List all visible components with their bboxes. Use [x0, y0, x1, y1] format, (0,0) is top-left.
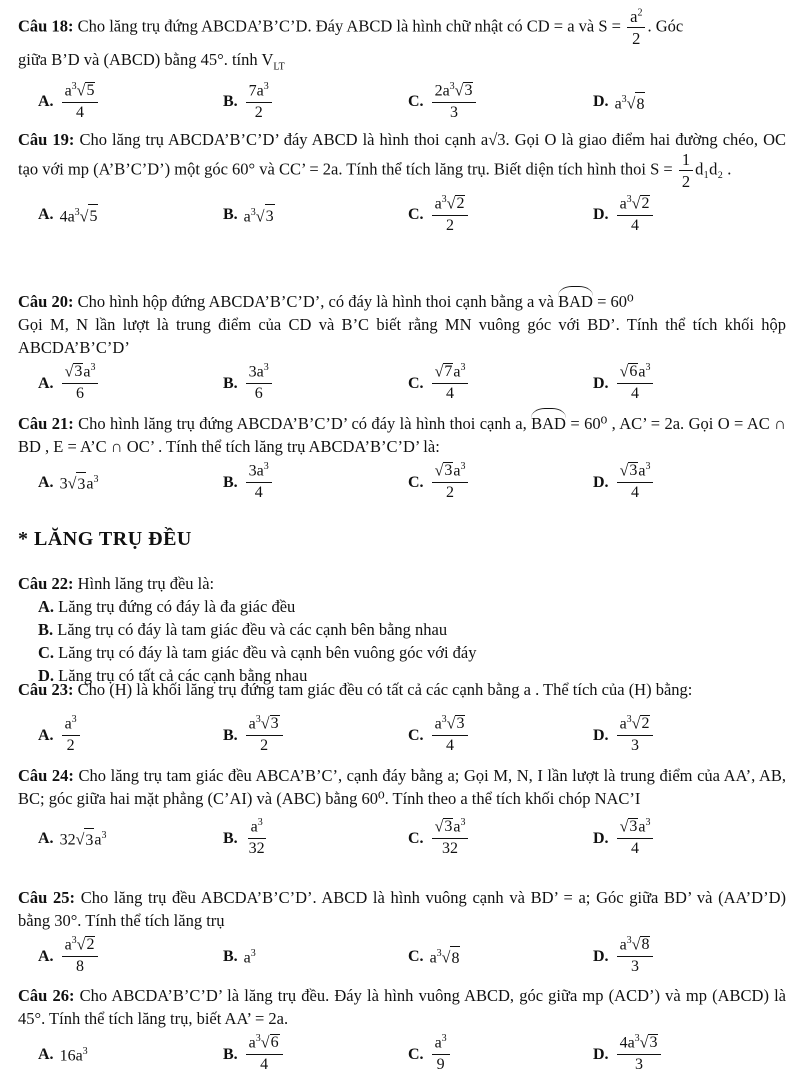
answer-b[interactable]: B. $\frac{7a^3}{2}$	[223, 78, 274, 126]
question-22	[18, 572, 786, 687]
answer-d[interactable]: D. $\frac{4a^3√3}{3}$	[593, 1030, 663, 1078]
question-26	[18, 984, 786, 1078]
answer-b[interactable]: B. $\frac{3a^3}{6}$	[223, 359, 274, 407]
answer-b[interactable]: B. $\frac{a^3√3}{2}$	[223, 711, 285, 759]
answer-a[interactable]: A. $3√3a^3$	[38, 458, 98, 506]
answer-row	[18, 711, 786, 759]
question-text: Câu 22: Hình lăng trụ đều là:	[18, 574, 215, 593]
question-24	[18, 764, 786, 862]
answer-row	[18, 191, 786, 239]
answer-b[interactable]: B. $a^3√3$	[223, 191, 275, 239]
answer-a[interactable]: A. $\frac{a^3√5}{4}$	[38, 78, 100, 126]
answer-b[interactable]: B. $\frac{3a^3}{4}$	[223, 458, 274, 506]
answer-d[interactable]: D. $\frac{√6a^3}{4}$	[593, 359, 655, 407]
answer-d[interactable]: D. $\frac{a^3√2}{4}$	[593, 191, 655, 239]
question-text: Câu 23: Cho (H) là khối lăng trụ đứng tam giác đều có tất cả các cạnh bằng a . Thể tích của (H) bằng:	[18, 680, 693, 699]
answer-row	[18, 78, 786, 126]
answer-c[interactable]: C. $a^3√8$	[408, 932, 460, 980]
answer-a[interactable]: A. $4a^3√5$	[38, 191, 98, 239]
answer-row	[18, 458, 786, 506]
answer-row	[18, 1030, 786, 1078]
answer-c[interactable]: C. $\frac{2a^3√3}{3}$	[408, 78, 478, 126]
question-text: Câu 21: Cho hình lăng trụ đứng ABCDA’B’C’D’ có đáy là hình thoi cạnh a, BAD = 60⁰ , AC’ = 2a. Gọi O = AC ∩ BD , E = A’C ∩ OC’ . Tính thể tích lăng trụ ABCDA’B’C’D’ là:	[18, 408, 786, 458]
question-text: Câu 26: Cho ABCDA’B’C’D’ là lăng trụ đều. Đáy là hình vuông ABCD, góc giữa mp (ACD’) và mp (ABCD) là 45°. Tính thể tích lăng trụ, biết AA’ = 2a.	[18, 986, 787, 1028]
question-text: Câu 25: Cho lăng trụ đều ABCDA’B’C’D’. ABCD là hình vuông cạnh và BD’ = a; Góc giữa BD’ và (AA’D’D) bằng 30°. Tính thể tích lăng trụ	[18, 888, 786, 930]
answer-d[interactable]: D. $\frac{√3a^3}{4}$	[593, 814, 655, 862]
answer-c[interactable]: C. $\frac{√3a^3}{32}$	[408, 814, 470, 862]
answer-d[interactable]: D. $\frac{a^3√8}{3}$	[593, 932, 655, 980]
question-text: Câu 20: Cho hình hộp đứng ABCDA’B’C’D’, có đáy là hình thoi cạnh bằng a và BAD = 60⁰ Gọi M, N lần lượt là trung điểm của CD và B’C biết rằng MN vuông góc với BD’. Tính thể tích khối hộp ABCDA’B’C’D’	[18, 286, 786, 359]
option-a[interactable]: A. Lăng trụ đứng có đáy là đa giác đều	[38, 597, 296, 616]
question-text: Câu 19: Cho lăng trụ ABCDA’B’C’D’ đáy ABCD là hình thoi cạnh a√3. Gọi O là giao điểm hai đường chéo, OC tạo với mp (A’B’C’D’) một góc 60° và CC’ = 2a. Tính thể tích lăng trụ. Biết diện tích hình thoi S = $\frac{1}{2}$ d₁d₂ .	[18, 130, 786, 192]
answer-b[interactable]: B. $a^3$	[223, 947, 256, 967]
answer-a[interactable]: A. $\frac{√3a^3}{6}$	[38, 359, 100, 407]
question-20	[18, 286, 786, 407]
answer-c[interactable]: C. $\frac{a^3√3}{4}$	[408, 711, 470, 759]
question-23	[18, 678, 786, 759]
answer-d[interactable]: D. $\frac{√3a^3}{4}$	[593, 458, 655, 506]
option-d[interactable]: D. Lăng trụ có tất cả các cạnh bằng nhau	[38, 666, 308, 685]
question-19	[18, 128, 786, 239]
answer-d[interactable]: D. $\frac{a^3√2}{3}$	[593, 711, 655, 759]
answer-a[interactable]: A. $32√3a^3$	[38, 814, 106, 862]
option-c[interactable]: C. Lăng trụ có đáy là tam giác đều và cạnh bên vuông góc với đáy	[38, 643, 477, 662]
option-b[interactable]: B. Lăng trụ có đáy là tam giác đều và các cạnh bên bằng nhau	[38, 620, 448, 639]
answer-c[interactable]: C. $\frac{√3a^3}{2}$	[408, 458, 470, 506]
answer-row	[18, 932, 786, 980]
answer-c[interactable]: C. $\frac{a^3√2}{2}$	[408, 191, 470, 239]
answer-a[interactable]: A. $\frac{a^3}{2}$	[38, 711, 82, 759]
question-text: Câu 24: Cho lăng trụ tam giác đều ABCA’B’C’, cạnh đáy bằng a; Gọi M, N, I lần lượt là trung điểm của AA’, AB, BC; góc giữa hai mặt phẳng (C’AI) và (ABC) bằng 60⁰. Tính theo a thể tích khối chóp NAC’I	[18, 766, 787, 808]
answer-c[interactable]: C. $\frac{a^3}{9}$	[408, 1030, 452, 1078]
answer-row	[18, 814, 786, 862]
answer-c[interactable]: C. $\frac{√7a^3}{4}$	[408, 359, 470, 407]
section-heading: * LĂNG TRỤ ĐỀU	[18, 528, 192, 550]
question-text: Câu 18: Cho lăng trụ đứng ABCDA’B’C’D. Đáy ABCD là hình chữ nhật có CD = a và S = $\frac{a^2}{2}$ . Góc giữa B’D và (ABCD) bằng 45°. tính $V_{LT}$	[18, 7, 684, 72]
question-21	[18, 408, 786, 506]
answer-a[interactable]: A. $16a^3$	[38, 1045, 88, 1065]
question-25	[18, 886, 786, 980]
answer-row	[18, 359, 786, 407]
answer-a[interactable]: A. $\frac{a^3√2}{8}$	[38, 932, 100, 980]
answer-d[interactable]: D. $a^3√8$	[593, 78, 645, 126]
question-18	[18, 8, 786, 126]
answer-b[interactable]: B. $\frac{a^3}{32}$	[223, 817, 265, 858]
answer-b[interactable]: B. $\frac{a^3√6}{4}$	[223, 1030, 285, 1078]
